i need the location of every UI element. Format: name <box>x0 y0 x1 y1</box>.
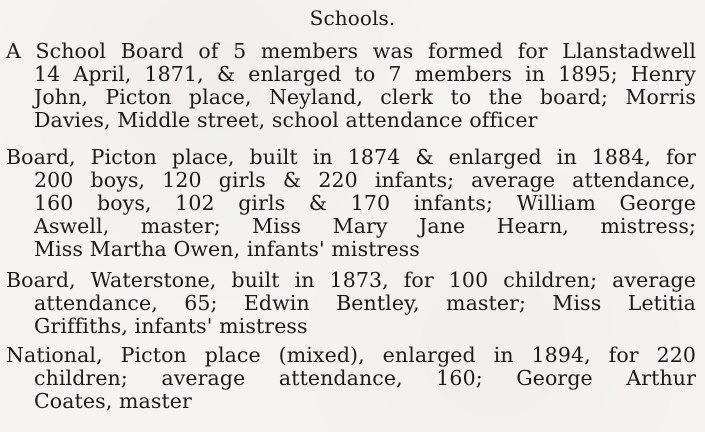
entry-line: 200 boys, 120 girls & 220 infants; average attendance, <box>34 169 696 192</box>
entry-line: Board, Waterstone, built in 1873, for 100 children; average <box>6 269 696 292</box>
entry-school-board <box>6 40 696 132</box>
entry-line: Miss Martha Owen, infants' mistress <box>34 238 420 261</box>
entry-line: Griffiths, infants' mistress <box>34 315 308 338</box>
entry-line: Board, Picton place, built in 1874 & enlarged in 1884, for <box>6 146 696 169</box>
entry-line: National, Picton place (mixed), enlarged in 1894, for 220 <box>6 344 696 367</box>
entry-board-waterstone <box>6 269 696 338</box>
entry-line: children; average attendance, 160; George Arthur <box>34 367 696 390</box>
entry-line: A School Board of 5 members was formed for Llanstadwell <box>6 40 696 63</box>
entry-line: 160 boys, 102 girls & 170 infants; William George <box>34 192 696 215</box>
entry-national-picton-place <box>6 344 696 413</box>
entry-line: John, Picton place, Neyland, clerk to the board; Morris <box>34 86 696 109</box>
entry-line: Aswell, master; Miss Mary Jane Hearn, mistress; <box>34 215 696 238</box>
section-heading: Schools. <box>309 6 396 30</box>
entry-line: Davies, Middle street, school attendance officer <box>34 109 538 132</box>
entry-line: 14 April, 1871, & enlarged to 7 members in 1895; Henry <box>34 63 696 86</box>
entry-board-picton-place <box>6 146 696 261</box>
entry-line: attendance, 65; Edwin Bentley, master; Miss Letitia <box>34 292 696 315</box>
entry-line: Coates, master <box>34 390 192 413</box>
